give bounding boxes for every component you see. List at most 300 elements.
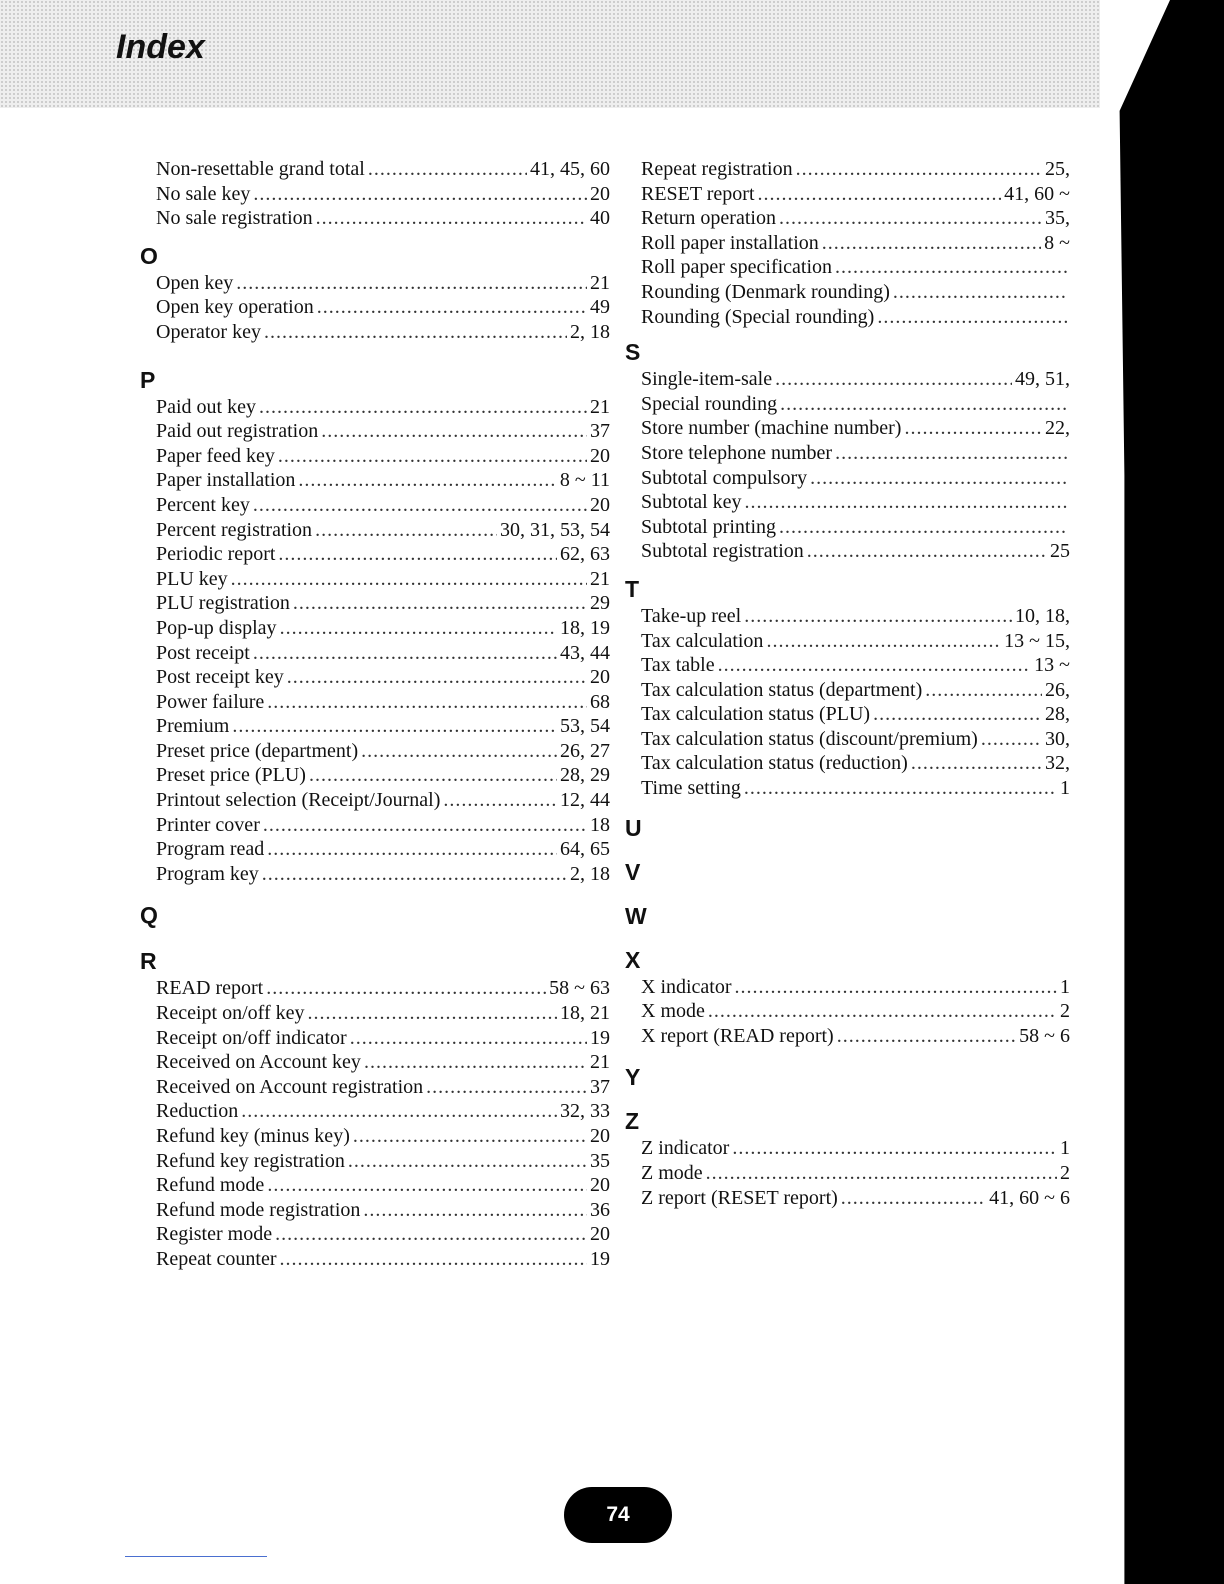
entry-term: Paid out registration bbox=[156, 420, 319, 443]
entry-term: Refund mode registration bbox=[156, 1198, 361, 1221]
entry-pages: 35 bbox=[590, 1149, 610, 1172]
entry-pages: 2, 18 bbox=[570, 320, 610, 343]
dot-leader bbox=[353, 1124, 587, 1149]
entry-pages: 62, 63 bbox=[560, 543, 610, 566]
section-letter: O bbox=[140, 242, 158, 269]
index-entry bbox=[641, 1161, 1070, 1186]
index-entry bbox=[641, 975, 1070, 1000]
dot-leader bbox=[253, 493, 587, 518]
dot-leader bbox=[775, 367, 1012, 392]
section-letter: S bbox=[625, 339, 641, 366]
entry-list bbox=[140, 976, 610, 1271]
dot-leader bbox=[262, 862, 567, 887]
index-section bbox=[140, 946, 610, 1271]
entry-pages: 20 bbox=[590, 444, 610, 467]
index-entry bbox=[156, 542, 610, 567]
entry-term: Open key operation bbox=[156, 296, 314, 319]
dot-leader bbox=[317, 295, 587, 320]
entry-term: Post receipt bbox=[156, 641, 250, 664]
entry-pages: 41, 60 ~ 6 bbox=[989, 1186, 1070, 1209]
entry-term: Paper installation bbox=[156, 469, 296, 492]
index-section bbox=[140, 241, 610, 345]
entry-pages: 21 bbox=[590, 271, 610, 294]
dot-leader bbox=[263, 813, 587, 838]
dot-leader bbox=[796, 157, 1042, 182]
index-section bbox=[625, 157, 1070, 329]
index-entry bbox=[156, 1247, 610, 1272]
dot-leader bbox=[348, 1149, 587, 1174]
index-entry bbox=[156, 182, 610, 207]
index-section bbox=[625, 901, 1070, 931]
entry-pages: 26, 27 bbox=[560, 739, 610, 762]
index-entry bbox=[156, 788, 610, 813]
dot-leader bbox=[807, 539, 1047, 564]
dot-leader bbox=[893, 280, 1067, 305]
dot-leader bbox=[307, 1001, 557, 1026]
index-column-left bbox=[140, 157, 610, 1272]
index-entry bbox=[156, 813, 610, 838]
entry-pages: 18, 21 bbox=[560, 1002, 610, 1025]
entry-pages: 21 bbox=[590, 567, 610, 590]
section-letter: V bbox=[625, 858, 641, 885]
dot-leader bbox=[766, 629, 1001, 654]
index-entry bbox=[156, 690, 610, 715]
entry-term: Program read bbox=[156, 838, 265, 861]
index-entry bbox=[156, 739, 610, 764]
entry-pages: 20 bbox=[590, 182, 610, 205]
entry-term: Tax table bbox=[641, 654, 715, 677]
index-entry bbox=[156, 1075, 610, 1100]
dot-leader bbox=[267, 690, 587, 715]
entry-pages: 1 bbox=[1060, 1137, 1070, 1160]
entry-term: Preset price (PLU) bbox=[156, 764, 306, 787]
entry-term: Z report (RESET report) bbox=[641, 1186, 838, 1209]
entry-pages: 41, 60 ~ bbox=[1004, 182, 1070, 205]
entry-term: RESET report bbox=[641, 182, 755, 205]
entry-pages: 2, 18 bbox=[570, 862, 610, 885]
index-entry bbox=[156, 518, 610, 543]
entry-list bbox=[140, 157, 610, 231]
entry-term: Open key bbox=[156, 271, 234, 294]
entry-list bbox=[625, 157, 1070, 329]
entry-pages: 12, 44 bbox=[560, 789, 610, 812]
dot-leader bbox=[287, 665, 587, 690]
entry-term: READ report bbox=[156, 977, 264, 1000]
entry-term: Refund mode bbox=[156, 1174, 265, 1197]
entry-term: Take-up reel bbox=[641, 604, 742, 627]
index-section bbox=[625, 1062, 1070, 1092]
dot-leader bbox=[361, 739, 557, 764]
entry-pages: 29 bbox=[590, 592, 610, 615]
index-entry bbox=[156, 493, 610, 518]
entry-term: Subtotal registration bbox=[641, 540, 804, 563]
dot-leader bbox=[835, 255, 1067, 280]
entry-term: Tax calculation status (department) bbox=[641, 678, 923, 701]
dot-leader bbox=[267, 1173, 587, 1198]
entry-term: Receipt on/off indicator bbox=[156, 1026, 347, 1049]
entry-term: Tax calculation status (discount/premium) bbox=[641, 727, 978, 750]
index-entry bbox=[156, 444, 610, 469]
entry-term: Operator key bbox=[156, 320, 261, 343]
section-letter: W bbox=[625, 902, 647, 929]
entry-term: Refund key (minus key) bbox=[156, 1125, 350, 1147]
index-entry bbox=[641, 157, 1070, 182]
entry-pages: 8 ~ bbox=[1044, 231, 1070, 254]
dot-leader bbox=[267, 837, 557, 862]
index-section bbox=[140, 157, 610, 231]
entry-pages: 2 bbox=[1060, 1000, 1070, 1023]
index-entry bbox=[156, 395, 610, 420]
entry-term: Tax calculation status (reduction) bbox=[641, 752, 908, 775]
dot-leader bbox=[232, 714, 557, 739]
index-entry bbox=[156, 1099, 610, 1124]
entry-pages: 20 bbox=[590, 1223, 610, 1246]
entry-term: Subtotal key bbox=[641, 491, 742, 514]
entry-pages: 25 bbox=[1050, 540, 1070, 563]
index-entry bbox=[641, 466, 1070, 491]
entry-pages: 36 bbox=[590, 1198, 610, 1221]
entry-pages: 30, bbox=[1045, 727, 1070, 750]
entry-term: Percent registration bbox=[156, 518, 313, 541]
dot-leader bbox=[364, 1050, 587, 1075]
entry-pages: 26, bbox=[1045, 678, 1070, 701]
index-section bbox=[625, 1106, 1070, 1210]
index-entry bbox=[641, 629, 1070, 654]
entry-pages: 49 bbox=[590, 296, 610, 319]
entry-term: Subtotal compulsory bbox=[641, 466, 808, 489]
dot-leader bbox=[309, 763, 557, 788]
entry-term: PLU registration bbox=[156, 592, 290, 615]
index-entry bbox=[641, 231, 1070, 256]
index-entry bbox=[641, 182, 1070, 207]
entry-term: No sale key bbox=[156, 182, 251, 205]
entry-pages: 19 bbox=[590, 1247, 610, 1270]
dot-leader bbox=[732, 1136, 1057, 1161]
index-entry bbox=[641, 727, 1070, 752]
entry-pages: 18 bbox=[590, 813, 610, 836]
entry-pages: 2 bbox=[1060, 1162, 1070, 1185]
entry-pages: 21 bbox=[590, 395, 610, 418]
index-entry bbox=[641, 392, 1070, 417]
dot-leader bbox=[779, 206, 1042, 231]
dot-leader bbox=[275, 1222, 587, 1247]
entry-pages: 20 bbox=[590, 666, 610, 689]
entry-pages: 37 bbox=[590, 1075, 610, 1098]
index-section bbox=[625, 337, 1070, 564]
dot-leader bbox=[835, 441, 1067, 466]
dot-leader bbox=[368, 157, 527, 182]
entry-pages: 30, 31, 53, 54 bbox=[500, 518, 610, 541]
entry-term: Post receipt key bbox=[156, 666, 284, 689]
entry-term: Program key bbox=[156, 862, 259, 885]
index-entry bbox=[641, 1186, 1070, 1211]
dot-leader bbox=[904, 416, 1042, 441]
dot-leader bbox=[236, 271, 587, 296]
entry-pages: 1 bbox=[1060, 975, 1070, 998]
dot-leader bbox=[779, 515, 1067, 540]
index-entry bbox=[641, 702, 1070, 727]
entry-term: Roll paper installation bbox=[641, 231, 819, 254]
index-entry bbox=[641, 776, 1070, 801]
dot-leader bbox=[278, 542, 557, 567]
entry-term: Tax calculation status (PLU) bbox=[641, 703, 871, 726]
dot-leader bbox=[780, 392, 1067, 417]
dot-leader bbox=[278, 444, 587, 469]
index-entry bbox=[156, 1026, 610, 1051]
entry-term: Roll paper specification bbox=[641, 256, 833, 279]
entry-term: Percent key bbox=[156, 493, 250, 516]
index-entry bbox=[156, 976, 610, 1001]
entry-pages: 20 bbox=[590, 1174, 610, 1197]
entry-term: Z mode bbox=[641, 1162, 703, 1185]
index-entry bbox=[156, 1001, 610, 1026]
index-entry bbox=[156, 1149, 610, 1174]
index-entry bbox=[156, 837, 610, 862]
index-section bbox=[625, 574, 1070, 801]
entry-term: Paper feed key bbox=[156, 444, 275, 467]
entry-list bbox=[625, 604, 1070, 801]
index-section bbox=[140, 900, 610, 930]
index-entry bbox=[641, 416, 1070, 441]
dot-leader bbox=[837, 1024, 1016, 1049]
index-entry bbox=[641, 515, 1070, 540]
section-letter: Y bbox=[625, 1064, 641, 1091]
index-entry bbox=[156, 763, 610, 788]
index-entry bbox=[641, 255, 1070, 280]
entry-term: No sale registration bbox=[156, 207, 313, 230]
entry-list bbox=[625, 1136, 1070, 1210]
section-letter: Q bbox=[140, 902, 158, 929]
entry-pages: 21 bbox=[590, 1051, 610, 1074]
index-entry bbox=[641, 280, 1070, 305]
dot-leader bbox=[758, 182, 1002, 207]
entry-term: Receipt on/off key bbox=[156, 1002, 305, 1025]
dot-leader bbox=[316, 206, 587, 231]
entry-pages: 58 ~ 63 bbox=[549, 977, 610, 1000]
entry-pages: 8 ~ 11 bbox=[559, 469, 610, 492]
entry-term: Rounding (Denmark rounding) bbox=[641, 280, 890, 303]
index-section bbox=[140, 365, 610, 887]
entry-pages: 49, 51, bbox=[1015, 368, 1070, 391]
index-entry bbox=[641, 653, 1070, 678]
entry-term: Register mode bbox=[156, 1223, 273, 1246]
entry-term: Non-resettable grand total bbox=[156, 158, 365, 180]
section-letter: U bbox=[625, 814, 642, 841]
entry-term: Tax calculation bbox=[641, 629, 764, 652]
dot-leader bbox=[363, 1198, 587, 1223]
index-entry bbox=[156, 1050, 610, 1075]
entry-term: Special rounding bbox=[641, 392, 778, 415]
entry-list bbox=[140, 395, 610, 887]
index-entry bbox=[641, 604, 1070, 629]
section-letter: P bbox=[140, 366, 156, 393]
dot-leader bbox=[264, 320, 567, 345]
dot-leader bbox=[266, 976, 546, 1001]
entry-pages: 19 bbox=[590, 1026, 610, 1049]
entry-term: Power failure bbox=[156, 690, 265, 713]
entry-term: Time setting bbox=[641, 777, 741, 800]
entry-pages: 41, 45, 60 bbox=[530, 158, 610, 180]
entry-term: Received on Account key bbox=[156, 1051, 361, 1074]
dot-leader bbox=[744, 604, 1012, 629]
index-entry bbox=[156, 1222, 610, 1247]
index-entry bbox=[156, 1198, 610, 1223]
entry-term: Z indicator bbox=[641, 1137, 730, 1160]
entry-list bbox=[625, 975, 1070, 1049]
dot-leader bbox=[822, 231, 1041, 256]
footer-rule bbox=[125, 1556, 267, 1557]
entry-pages: 28, 29 bbox=[560, 764, 610, 787]
index-section bbox=[625, 857, 1070, 887]
scan-black-edge bbox=[1104, 0, 1224, 1584]
entry-term: Pop-up display bbox=[156, 616, 277, 639]
index-entry bbox=[156, 157, 610, 182]
entry-pages: 32, 33 bbox=[560, 1100, 610, 1123]
index-entry bbox=[156, 206, 610, 231]
entry-term: Periodic report bbox=[156, 543, 276, 566]
dot-leader bbox=[911, 751, 1042, 776]
dot-leader bbox=[350, 1026, 587, 1051]
section-letter: T bbox=[625, 575, 640, 602]
index-entry bbox=[641, 999, 1070, 1024]
entry-pages: 20 bbox=[590, 493, 610, 516]
entry-pages: 53, 54 bbox=[560, 715, 610, 738]
index-entry bbox=[156, 665, 610, 690]
entry-pages: 22, bbox=[1045, 417, 1070, 440]
index-entry bbox=[156, 616, 610, 641]
entry-pages: 43, 44 bbox=[560, 641, 610, 664]
index-section bbox=[625, 945, 1070, 1049]
dot-leader bbox=[810, 466, 1067, 491]
entry-term: Store number (machine number) bbox=[641, 417, 902, 440]
index-entry bbox=[156, 591, 610, 616]
dot-leader bbox=[315, 518, 497, 543]
dot-leader bbox=[426, 1075, 587, 1100]
dot-leader bbox=[259, 395, 587, 420]
entry-term: Premium bbox=[156, 715, 230, 738]
index-entry bbox=[156, 295, 610, 320]
entry-term: X indicator bbox=[641, 975, 732, 998]
index-entry bbox=[641, 1024, 1070, 1049]
entry-pages: 37 bbox=[590, 420, 610, 443]
index-entry bbox=[641, 678, 1070, 703]
dot-leader bbox=[744, 776, 1057, 801]
index-entry bbox=[641, 751, 1070, 776]
dot-leader bbox=[241, 1099, 557, 1124]
index-entry bbox=[641, 539, 1070, 564]
entry-term: Subtotal printing bbox=[641, 515, 776, 538]
dot-leader bbox=[877, 305, 1067, 330]
index-column-right bbox=[625, 157, 1070, 1210]
index-section bbox=[625, 813, 1070, 843]
index-entry bbox=[641, 206, 1070, 231]
entry-term: Rounding (Special rounding) bbox=[641, 305, 875, 328]
index-entry bbox=[641, 1136, 1070, 1161]
entry-pages: 40 bbox=[590, 207, 610, 230]
entry-term: Refund key registration bbox=[156, 1149, 345, 1172]
dot-leader bbox=[841, 1186, 986, 1211]
index-entry bbox=[156, 567, 610, 592]
entry-pages: 32, bbox=[1045, 752, 1070, 775]
entry-term: X mode bbox=[641, 1000, 705, 1023]
entry-pages: 25, bbox=[1045, 158, 1070, 180]
entry-term: Repeat registration bbox=[641, 158, 793, 180]
dot-leader bbox=[873, 702, 1042, 727]
entry-pages: 20 bbox=[590, 1125, 610, 1147]
dot-leader bbox=[981, 727, 1042, 752]
dot-leader bbox=[925, 678, 1042, 703]
entry-term: PLU key bbox=[156, 567, 228, 590]
index-entry bbox=[156, 419, 610, 444]
dot-leader bbox=[443, 788, 557, 813]
dot-leader bbox=[706, 1161, 1057, 1186]
index-entry bbox=[641, 367, 1070, 392]
entry-pages: 13 ~ 15, bbox=[1004, 629, 1070, 652]
entry-term: Received on Account registration bbox=[156, 1075, 424, 1098]
index-entry bbox=[641, 441, 1070, 466]
section-letter: X bbox=[625, 946, 641, 973]
page-number: 74 bbox=[606, 1503, 630, 1526]
index-entry bbox=[156, 468, 610, 493]
entry-pages: 35, bbox=[1045, 207, 1070, 230]
dot-leader bbox=[745, 490, 1067, 515]
entry-term: Preset price (department) bbox=[156, 739, 359, 762]
entry-pages: 68 bbox=[590, 690, 610, 713]
dot-leader bbox=[708, 999, 1057, 1024]
section-letter: R bbox=[140, 948, 157, 975]
index-entry bbox=[156, 320, 610, 345]
entry-term: Printout selection (Receipt/Journal) bbox=[156, 789, 441, 812]
entry-pages: 1 bbox=[1060, 777, 1070, 800]
entry-list bbox=[140, 271, 610, 345]
entry-term: Return operation bbox=[641, 207, 776, 230]
dot-leader bbox=[298, 468, 557, 493]
dot-leader bbox=[718, 653, 1032, 678]
index-entry bbox=[641, 305, 1070, 330]
entry-list bbox=[625, 367, 1070, 564]
dot-leader bbox=[231, 567, 587, 592]
entry-term: Store telephone number bbox=[641, 441, 833, 464]
dot-leader bbox=[280, 616, 557, 641]
index-entry bbox=[641, 490, 1070, 515]
entry-term: Single-item-sale bbox=[641, 368, 773, 391]
index-entry bbox=[156, 641, 610, 666]
entry-pages: 18, 19 bbox=[560, 616, 610, 639]
entry-pages: 64, 65 bbox=[560, 838, 610, 861]
entry-pages: 13 ~ bbox=[1034, 654, 1070, 677]
dot-leader bbox=[280, 1247, 588, 1272]
page-title: Index bbox=[116, 28, 205, 66]
index-entry bbox=[156, 862, 610, 887]
dot-leader bbox=[293, 591, 587, 616]
entry-pages: 58 ~ 6 bbox=[1019, 1024, 1070, 1047]
entry-pages: 10, 18, bbox=[1015, 604, 1070, 627]
page-number-badge bbox=[564, 1487, 672, 1543]
dot-leader bbox=[253, 641, 557, 666]
entry-pages: 28, bbox=[1045, 703, 1070, 726]
dot-leader bbox=[321, 419, 587, 444]
entry-term: Reduction bbox=[156, 1100, 239, 1123]
index-entry bbox=[156, 714, 610, 739]
index-entry bbox=[156, 271, 610, 296]
entry-term: X report (READ report) bbox=[641, 1024, 834, 1047]
entry-term: Repeat counter bbox=[156, 1247, 277, 1270]
dot-leader bbox=[253, 182, 587, 207]
entry-term: Printer cover bbox=[156, 813, 260, 836]
dot-leader bbox=[735, 975, 1057, 1000]
entry-term: Paid out key bbox=[156, 395, 256, 418]
index-entry bbox=[156, 1173, 610, 1198]
